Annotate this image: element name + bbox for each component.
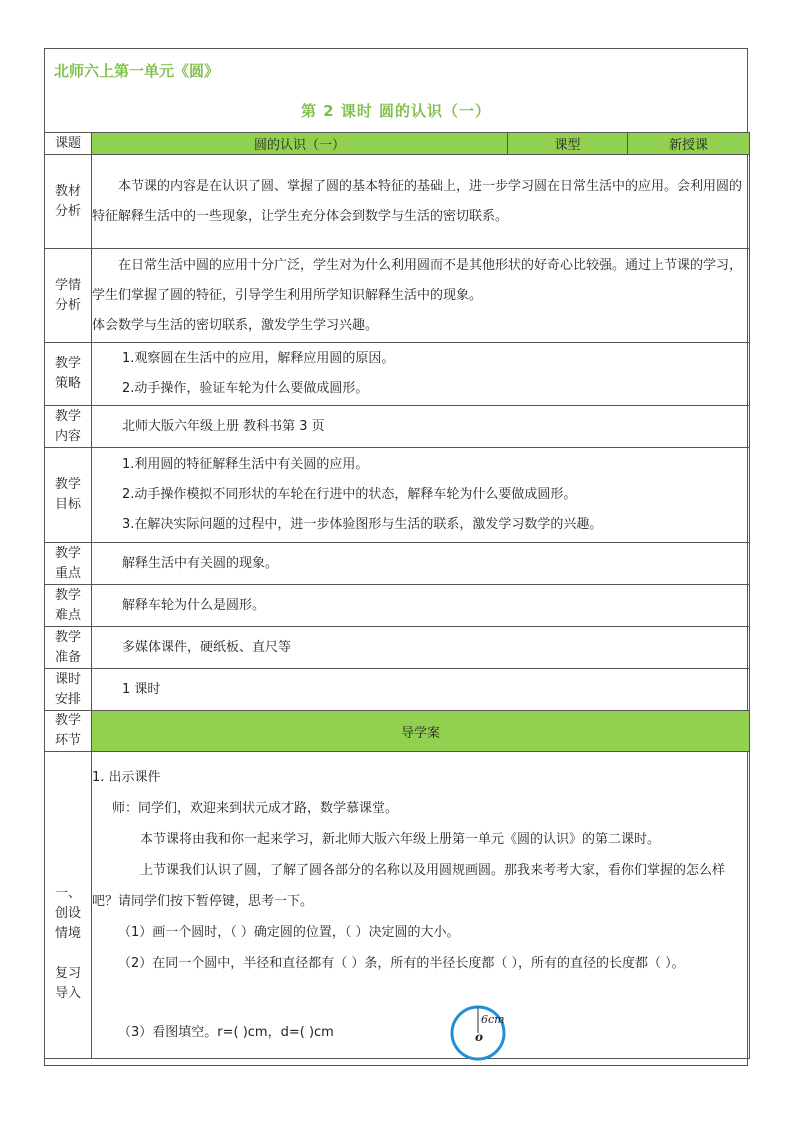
list-item: 1.观察圆在生活中的应用，解释应用圆的原因。 [122, 351, 395, 366]
center-label: o [475, 1030, 484, 1044]
document-header [44, 48, 748, 132]
label-line: 准备 [54, 649, 81, 665]
label-line: 教学 [54, 713, 81, 728]
label-line: 学情 [54, 277, 81, 293]
paragraph: 体会数学与生活的密切联系，激发学生学习兴趣。 [92, 317, 379, 333]
goals-label [45, 448, 92, 543]
circle-svg [448, 1003, 508, 1063]
schedule-text [92, 669, 750, 711]
lesson-title: 第 2 课时 圆的认识（一） [300, 102, 492, 120]
label-line: 分析 [54, 203, 81, 219]
label-line: 一、 [54, 886, 81, 901]
paragraph: 多媒体课件，硬纸板、直尺等 [122, 639, 292, 655]
key-point-text [92, 543, 750, 585]
label-line: 教材 [54, 183, 81, 199]
teaching-content-text [92, 406, 750, 448]
key-point-row [45, 543, 750, 585]
section1-row [45, 752, 750, 1059]
teaching-content-row [45, 406, 750, 448]
process-header: 导学案 [92, 711, 750, 752]
difficulty-label [45, 585, 92, 627]
topic-label: 课题 [45, 133, 92, 155]
label-line: 策略 [54, 376, 81, 391]
strategy-text [92, 343, 750, 406]
list-item: 2.动手操作模拟不同形状的车轮在行进中的状态，解释车轮为什么要做成圆形。 [122, 487, 577, 502]
section1-content [92, 752, 750, 1059]
paragraph: 本节课的内容是在认识了圆、掌握了圆的基本特征的基础上，进一步学习圆在日常生活中的应用。会利用圆的特征解释生活中的一些现象，让学生充分体会到数学与生活的密切联系。 [92, 178, 743, 224]
label-line: 创设 [54, 906, 81, 921]
label-line: 情境 [54, 926, 81, 941]
label-line: 课时 [54, 671, 81, 687]
student-analysis-text [92, 249, 750, 343]
label-line: 内容 [54, 428, 81, 444]
step-heading: 1. 出示课件 [92, 770, 161, 785]
student-analysis-row [45, 249, 750, 343]
label-spacer [45, 944, 91, 964]
material-analysis-row [45, 155, 750, 249]
label-line: 环节 [54, 733, 81, 748]
paragraph: 北师大版六年级上册 教科书第 3 页 [122, 418, 325, 434]
paragraph: 上节课我们认识了圆，了解了圆各部分的名称以及用圆规画圆。那我来考考大家，看你们掌握的怎么样吧？请同学们按下暂停键，思考一下。 [92, 863, 726, 909]
label-line: 教学 [54, 477, 81, 492]
preparation-row [45, 627, 750, 669]
material-analysis-label [45, 155, 92, 249]
difficulty-row [45, 585, 750, 627]
label-line: 复习 [54, 966, 81, 981]
label-line: 导入 [54, 986, 81, 1001]
label-line: 教学 [54, 545, 81, 561]
label-line: 教学 [54, 587, 81, 603]
paragraph: 解释车轮为什么是圆形。 [122, 597, 266, 613]
paragraph: 在日常生活中圆的应用十分广泛，学生对为什么利用圆而不是其他形状的好奇心比较强。通过上节课的学习，学生们掌握了圆的特征，引导学生利用所学知识解释生活中的现象。 [92, 257, 743, 303]
strategy-row [45, 343, 750, 406]
process-label [45, 711, 92, 752]
strategy-label [45, 343, 92, 406]
paragraph: 1 课时 [122, 681, 161, 697]
label-line: 难点 [54, 607, 81, 623]
preparation-label [45, 627, 92, 669]
question-3: （3）看图填空。r=( )cm，d=( )cm [118, 1025, 334, 1040]
label-line: 目标 [54, 497, 81, 512]
list-item: 3.在解决实际问题的过程中，进一步体验图形与生活的联系，激发学习数学的兴趣。 [122, 517, 603, 532]
student-analysis-label [45, 249, 92, 343]
goals-text [92, 448, 750, 543]
teaching-content-label [45, 406, 92, 448]
topic-row [45, 133, 750, 155]
goals-row [45, 448, 750, 543]
schedule-label [45, 669, 92, 711]
key-point-label [45, 543, 92, 585]
question-1: （1）画一个圆时，（ ）确定圆的位置，（ ）决定圆的大小。 [118, 925, 460, 940]
teacher-line: 师：同学们，欢迎来到状元成才路，数学慕课堂。 [112, 801, 399, 816]
material-analysis-text [92, 155, 750, 249]
topic-value: 圆的认识（一） [92, 133, 508, 155]
section1-label [45, 752, 92, 1059]
figure-spacer [92, 979, 749, 1017]
lesson-type-value: 新授课 [628, 133, 750, 155]
lesson-type-label: 课型 [508, 133, 628, 155]
paragraph: 本节课将由我和你一起来学习，新北师大版六年级上册第一单元《圆的认识》的第二课时。 [140, 832, 661, 847]
lesson-plan-table [44, 132, 750, 1059]
label-line: 教学 [54, 408, 81, 424]
label-line: 安排 [54, 691, 81, 707]
label-line: 教学 [54, 356, 81, 371]
schedule-row [45, 669, 750, 711]
question-2: （2）在同一个圆中，半径和直径都有（ ）条，所有的半径长度都（ ），所有的直径的长度都（ ）。 [118, 956, 685, 971]
paragraph: 解释生活中有关圆的现象。 [122, 555, 279, 571]
label-line: 教学 [54, 629, 81, 645]
circle-figure [448, 1003, 508, 1063]
preparation-text [92, 627, 750, 669]
unit-title: 北师六上第一单元《圆》 [54, 62, 220, 80]
label-line: 分析 [54, 297, 81, 313]
process-row [45, 711, 750, 752]
difficulty-text [92, 585, 750, 627]
list-item: 1.利用圆的特征解释生活中有关圆的应用。 [122, 457, 369, 472]
label-line: 重点 [54, 565, 81, 581]
radius-label: 6cm [481, 1013, 505, 1026]
list-item: 2.动手操作，验证车轮为什么要做成圆形。 [122, 381, 369, 396]
